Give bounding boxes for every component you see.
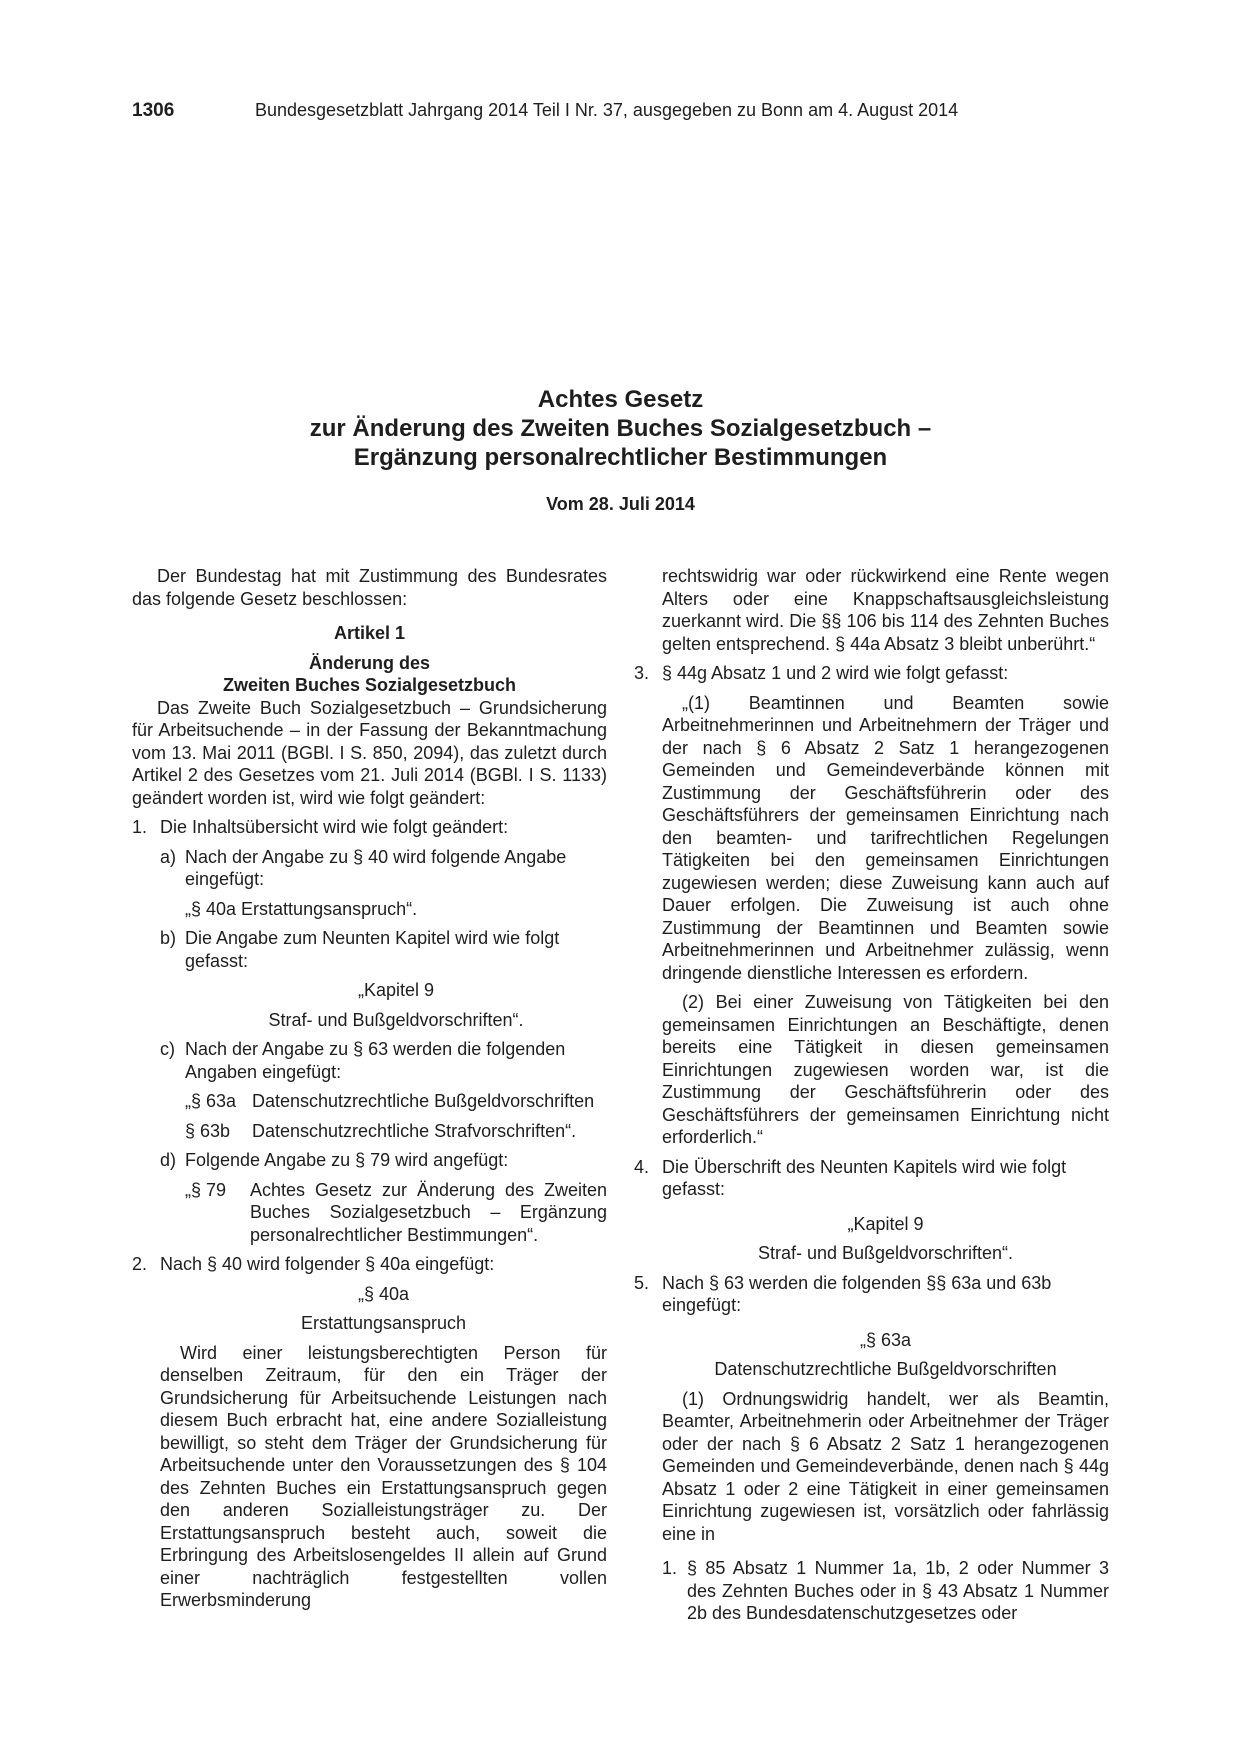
toc-entry-79 — [132, 1179, 607, 1247]
quote-kapitel-9: „Kapitel 9 — [847, 1213, 924, 1234]
list-item-5 — [634, 1272, 1109, 1317]
sub-item-text: Die Angabe zum Neunten Kapitel wird wie folgt gefasst: — [185, 928, 560, 971]
law-title — [0, 385, 1241, 472]
running-title: Bundesgesetzblatt Jahrgang 2014 Teil I Nr. 37, ausgegeben zu Bonn am 4. August 2014 — [255, 100, 959, 120]
item-text: Nach § 40 wird folgender § 40a eingefügt: — [160, 1254, 495, 1274]
title-line-3: Ergänzung personalrechtlicher Bestimmungen — [353, 444, 888, 471]
quote-kapitel-9-title: Straf- und Bußgeldvorschriften“. — [757, 1243, 1014, 1263]
sub-item-c — [132, 1038, 607, 1083]
article-heading-1: Änderung des — [308, 652, 430, 673]
entry-text: Datenschutzrechtliche Strafvorschriften“. — [252, 1120, 577, 1141]
entry-number: „§ 63a — [185, 1091, 237, 1111]
sub-item-label: b) — [160, 928, 177, 948]
section-63a-title: Datenschutzrechtliche Bußgeldvorschriften — [714, 1359, 1057, 1379]
sub-item-label: c) — [160, 1039, 175, 1059]
item-text: Nach § 63 werden die folgenden §§ 63a und 63b eingefügt: — [662, 1272, 1052, 1315]
item-text: Die Überschrift des Neunten Kapitels wird wie folgt gefasst: — [662, 1156, 1067, 1199]
running-header — [132, 100, 1092, 130]
list-item-4 — [634, 1156, 1109, 1201]
preamble: Der Bundestag hat mit Zustimmung des Bundesrates das folgende Gesetz beschlossen: — [132, 566, 607, 609]
item-text: Die Inhaltsübersicht wird wie folgt geändert: — [160, 817, 509, 837]
article-text: Das Zweite Buch Sozialgesetzbuch – Grundsicherung für Arbeitsuchende – in der Fassung der Bekanntmachung vom 13. Mai 2011 (BGBl. I S. 850, 2094), das zuletzt durch Artikel 2 des Gesetzes vom 21. Juli 2014 (BGBl. I S. 1133) geändert worden ist, wird wie folgt geändert: — [132, 697, 607, 808]
sub-item-b — [132, 927, 607, 972]
section-44g-para-1: „(1) Beamtinnen und Beamten sowie Arbeitnehmerinnen und Arbeitnehmern der Träger und der nach § 6 Absatz 2 Satz 1 herangezogenen Gemeinden und Gemeindeverbände können mit Zustimmung der Geschäftsführerin oder des Geschäftsführers der gemeinsamen Einrichtung nach den beamten- und tarifrechtlichen Regelungen Tätigkeiten bei den gemeinsamen Einrichtungen zugewiesen werden; diese Zuweisung kann auch auf Dauer erfolgen. Die Zuweisung ist auch ohne Zustimmung der Beamtinnen und Beamten sowie Arbeitnehmerinnen und Arbeitnehmer zulässig, wenn dringende dienstliche Interessen es erfordern. — [662, 692, 1109, 983]
section-40a-text: Wird einer leistungsberechtigten Person für denselben Zeitraum, für den ein Träger der Grundsicherung für Arbeitsuchende Leistungen nach diesem Buch erbracht hat, eine andere Sozialleistung bewilligt, so steht dem Träger der Grundsicherung für Arbeitsuchende unter den Voraussetzungen des § 104 des Zehnten Buches ein Erstattungsanspruch gegen den anderen Sozialleistungsträger zu. Der Erstattungsanspruch besteht auch, soweit die Erbringung des Arbeitslosengeldes II allein auf Grund einer nachträglich festgestellten vollen Erwerbsminderung — [160, 1342, 607, 1610]
page-number: 1306 — [132, 100, 175, 121]
toc-entry-63a — [132, 1090, 607, 1113]
article-label: Artikel 1 — [333, 623, 406, 643]
title-line-1: Achtes Gesetz — [537, 386, 704, 413]
item-number: 1. — [662, 1558, 678, 1578]
list-item-1 — [132, 816, 607, 839]
sub-item-a — [132, 846, 607, 891]
item-number: 5. — [634, 1272, 650, 1293]
item-number: 2. — [132, 1254, 148, 1274]
toc-entry-63b — [132, 1120, 607, 1143]
section-63a-item-1 — [634, 1557, 1109, 1625]
sub-item-d — [132, 1149, 607, 1172]
sub-item-text: Folgende Angabe zu § 79 wird angefügt: — [185, 1150, 509, 1170]
item-number: 1. — [132, 817, 148, 837]
sub-item-label: a) — [160, 846, 177, 867]
title-line-2: zur Änderung des Zweiten Buches Sozialgesetzbuch – — [309, 415, 932, 442]
section-40a-title: Erstattungsanspruch — [300, 1313, 467, 1333]
list-item-2 — [132, 1253, 607, 1276]
right-column — [634, 565, 1109, 1625]
section-63a-number: „§ 63a — [859, 1329, 912, 1350]
law-date: Vom 28. Juli 2014 — [546, 494, 695, 514]
article-heading-2: Zweiten Buches Sozialgesetzbuch — [222, 675, 517, 695]
quote-40a: „§ 40a Erstattungsanspruch“. — [185, 898, 418, 919]
sub-item-text: Nach der Angabe zu § 40 wird folgende Angabe eingefügt: — [185, 846, 567, 889]
entry-text: Datenschutzrechtliche Bußgeldvorschriften — [252, 1091, 595, 1111]
item-number: 3. — [634, 663, 650, 683]
section-63a-para-1: (1) Ordnungswidrig handelt, wer als Beamtin, Beamter, Arbeitnehmerin oder Arbeitnehmer der Träger oder der nach § 6 Absatz 2 Satz 1 herangezogenen Gemeinden und Gemeindeverbände, denen nach § 44g Absatz 1 oder 2 eine Tätigkeit in einer gemeinsamen Einrichtung zugewiesen ist, vorsätzlich oder fahrlässig eine in — [662, 1388, 1109, 1544]
entry-number: „§ 79 — [185, 1179, 227, 1200]
section-40a-number: „§ 40a — [357, 1283, 410, 1304]
item-number: 4. — [634, 1156, 650, 1177]
quote-kapitel-9: „Kapitel 9 — [357, 980, 435, 1000]
left-column — [132, 565, 607, 1612]
quote-kapitel-9-title: Straf- und Bußgeldvorschriften“. — [268, 1009, 524, 1030]
entry-number: § 63b — [185, 1120, 231, 1141]
sub-item-text: Nach der Angabe zu § 63 werden die folgenden Angaben eingefügt: — [185, 1039, 566, 1082]
continued-text: rechtswidrig war oder rückwirkend eine Rente wegen Alters oder eine Knappschaftsausgleichsleistung zuerkannt wird. Die §§ 106 bis 114 des Zehnten Buches gelten entsprechend. § 44a Absatz 3 bleibt unberührt.“ — [662, 566, 1109, 654]
section-44g-para-2: (2) Bei einer Zuweisung von Tätigkeiten bei den gemeinsamen Einrichtungen an Beschäftigte, denen bereits eine Tätigkeit in diesen gemeinsamen Einrichtungen zugewiesen worden war, ist die Zustimmung der Geschäftsführerin oder des Geschäftsführers der gemeinsamen Einrichtung nicht erforderlich.“ — [662, 992, 1109, 1147]
sub-item-label: d) — [160, 1150, 177, 1170]
item-text: § 85 Absatz 1 Nummer 1a, 1b, 2 oder Nummer 3 des Zehnten Buches oder in § 43 Absatz 1 Nummer 2b des Bundesdatenschutzgesetzes oder — [687, 1558, 1109, 1623]
entry-text: Achtes Gesetz zur Änderung des Zweiten Buches Sozialgesetzbuch – Ergänzung personalrechtlicher Bestimmungen“. — [250, 1179, 607, 1245]
list-item-3 — [634, 662, 1109, 685]
item-text: § 44g Absatz 1 und 2 wird wie folgt gefasst: — [662, 663, 1009, 683]
